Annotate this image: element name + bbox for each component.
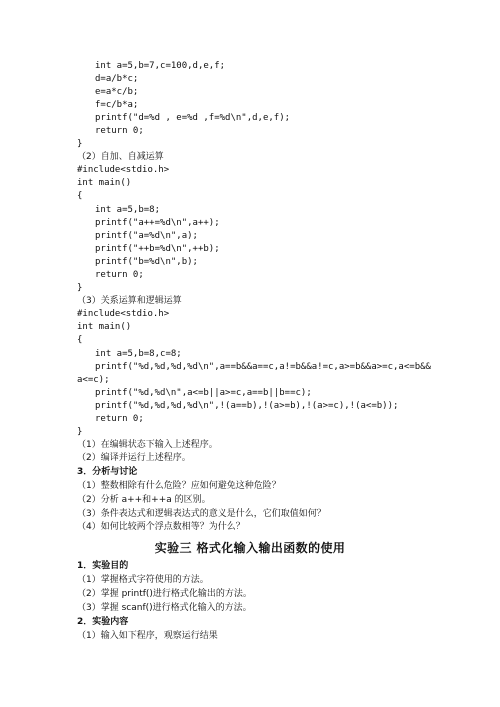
chapter-title: 实验三 格式化输入输出函数的使用 <box>154 541 346 555</box>
code-line: int main() <box>77 322 132 332</box>
code-line: { <box>77 191 83 201</box>
code-line: #include<stdio.h> <box>77 309 170 319</box>
code-line: return 0; <box>95 414 144 424</box>
code-line: e=a*c/b; <box>95 87 139 97</box>
objective-item: （3）掌握 scanf()进行格式化输入的方法。 <box>77 603 252 613</box>
step-item: （2）编译并运行上述程序。 <box>77 453 191 463</box>
section-title: 3．分析与讨论 <box>77 467 138 477</box>
objective-item: （2）掌握 printf()进行格式化输出的方法。 <box>77 589 252 599</box>
code-line: } <box>77 283 83 293</box>
code-line: int main() <box>77 178 132 188</box>
code-line: printf("a++=%d\n",a++); <box>95 218 220 228</box>
code-line: printf("b=%d\n",b); <box>95 257 198 267</box>
code-line: return 0; <box>95 126 144 136</box>
objective-item: （1）掌握格式字符使用的方法。 <box>77 575 209 585</box>
section-title: 1．实验目的 <box>77 561 129 571</box>
code-line: printf("%d,%d\n",a<=b||a>=c,a==b||b==c); <box>95 388 312 398</box>
code-line: return 0; <box>95 270 144 280</box>
section-heading: （2）自加、自减运算 <box>77 152 164 162</box>
code-line: d=a/b*c; <box>95 74 139 84</box>
content-item: （1）输入如下程序，观察运行结果 <box>77 631 218 641</box>
code-line: a<=c); <box>77 375 110 385</box>
code-line: #include<stdio.h> <box>77 165 170 175</box>
code-line: int a=5,b=8,c=8; <box>95 349 182 359</box>
code-line: f=c/b*a; <box>95 100 139 110</box>
code-line: } <box>77 427 83 437</box>
question-item: （1）整数相除有什么危险？应如何避免这种危险？ <box>77 481 281 491</box>
code-line: } <box>77 139 83 149</box>
code-line: printf("a=%d\n",a); <box>95 231 198 241</box>
section-title: 2．实验内容 <box>77 617 129 627</box>
code-line: printf("++b=%d\n",++b); <box>95 244 220 254</box>
code-line: int a=5,b=7,c=100,d,e,f; <box>95 61 226 71</box>
section-heading: （3）关系运算和逻辑运算 <box>77 296 182 306</box>
code-line: { <box>77 335 83 345</box>
code-line: int a=5,b=8; <box>95 205 161 215</box>
question-item: （4）如何比较两个浮点数相等？为什么？ <box>77 522 245 532</box>
question-item: （3）条件表达式和逻辑表达式的意义是什么，它们取值如何？ <box>77 509 326 519</box>
code-line: printf("%d,%d,%d,%d\n",a==b&&a==c,a!=b&&a!=c,a>=b&&a>=c,a<=b&& <box>95 362 431 372</box>
question-item: （2）分析 a++和++a 的区别。 <box>77 495 211 505</box>
code-line: printf("d=%d , e=%d ,f=%d\n",d,e,f); <box>95 113 291 123</box>
step-item: （1）在编辑状态下输入上述程序。 <box>77 440 218 450</box>
code-line: printf("%d,%d,%d,%d\n",!(a==b),!(a>=b),!(a>=c),!(a<=b)); <box>95 401 399 411</box>
